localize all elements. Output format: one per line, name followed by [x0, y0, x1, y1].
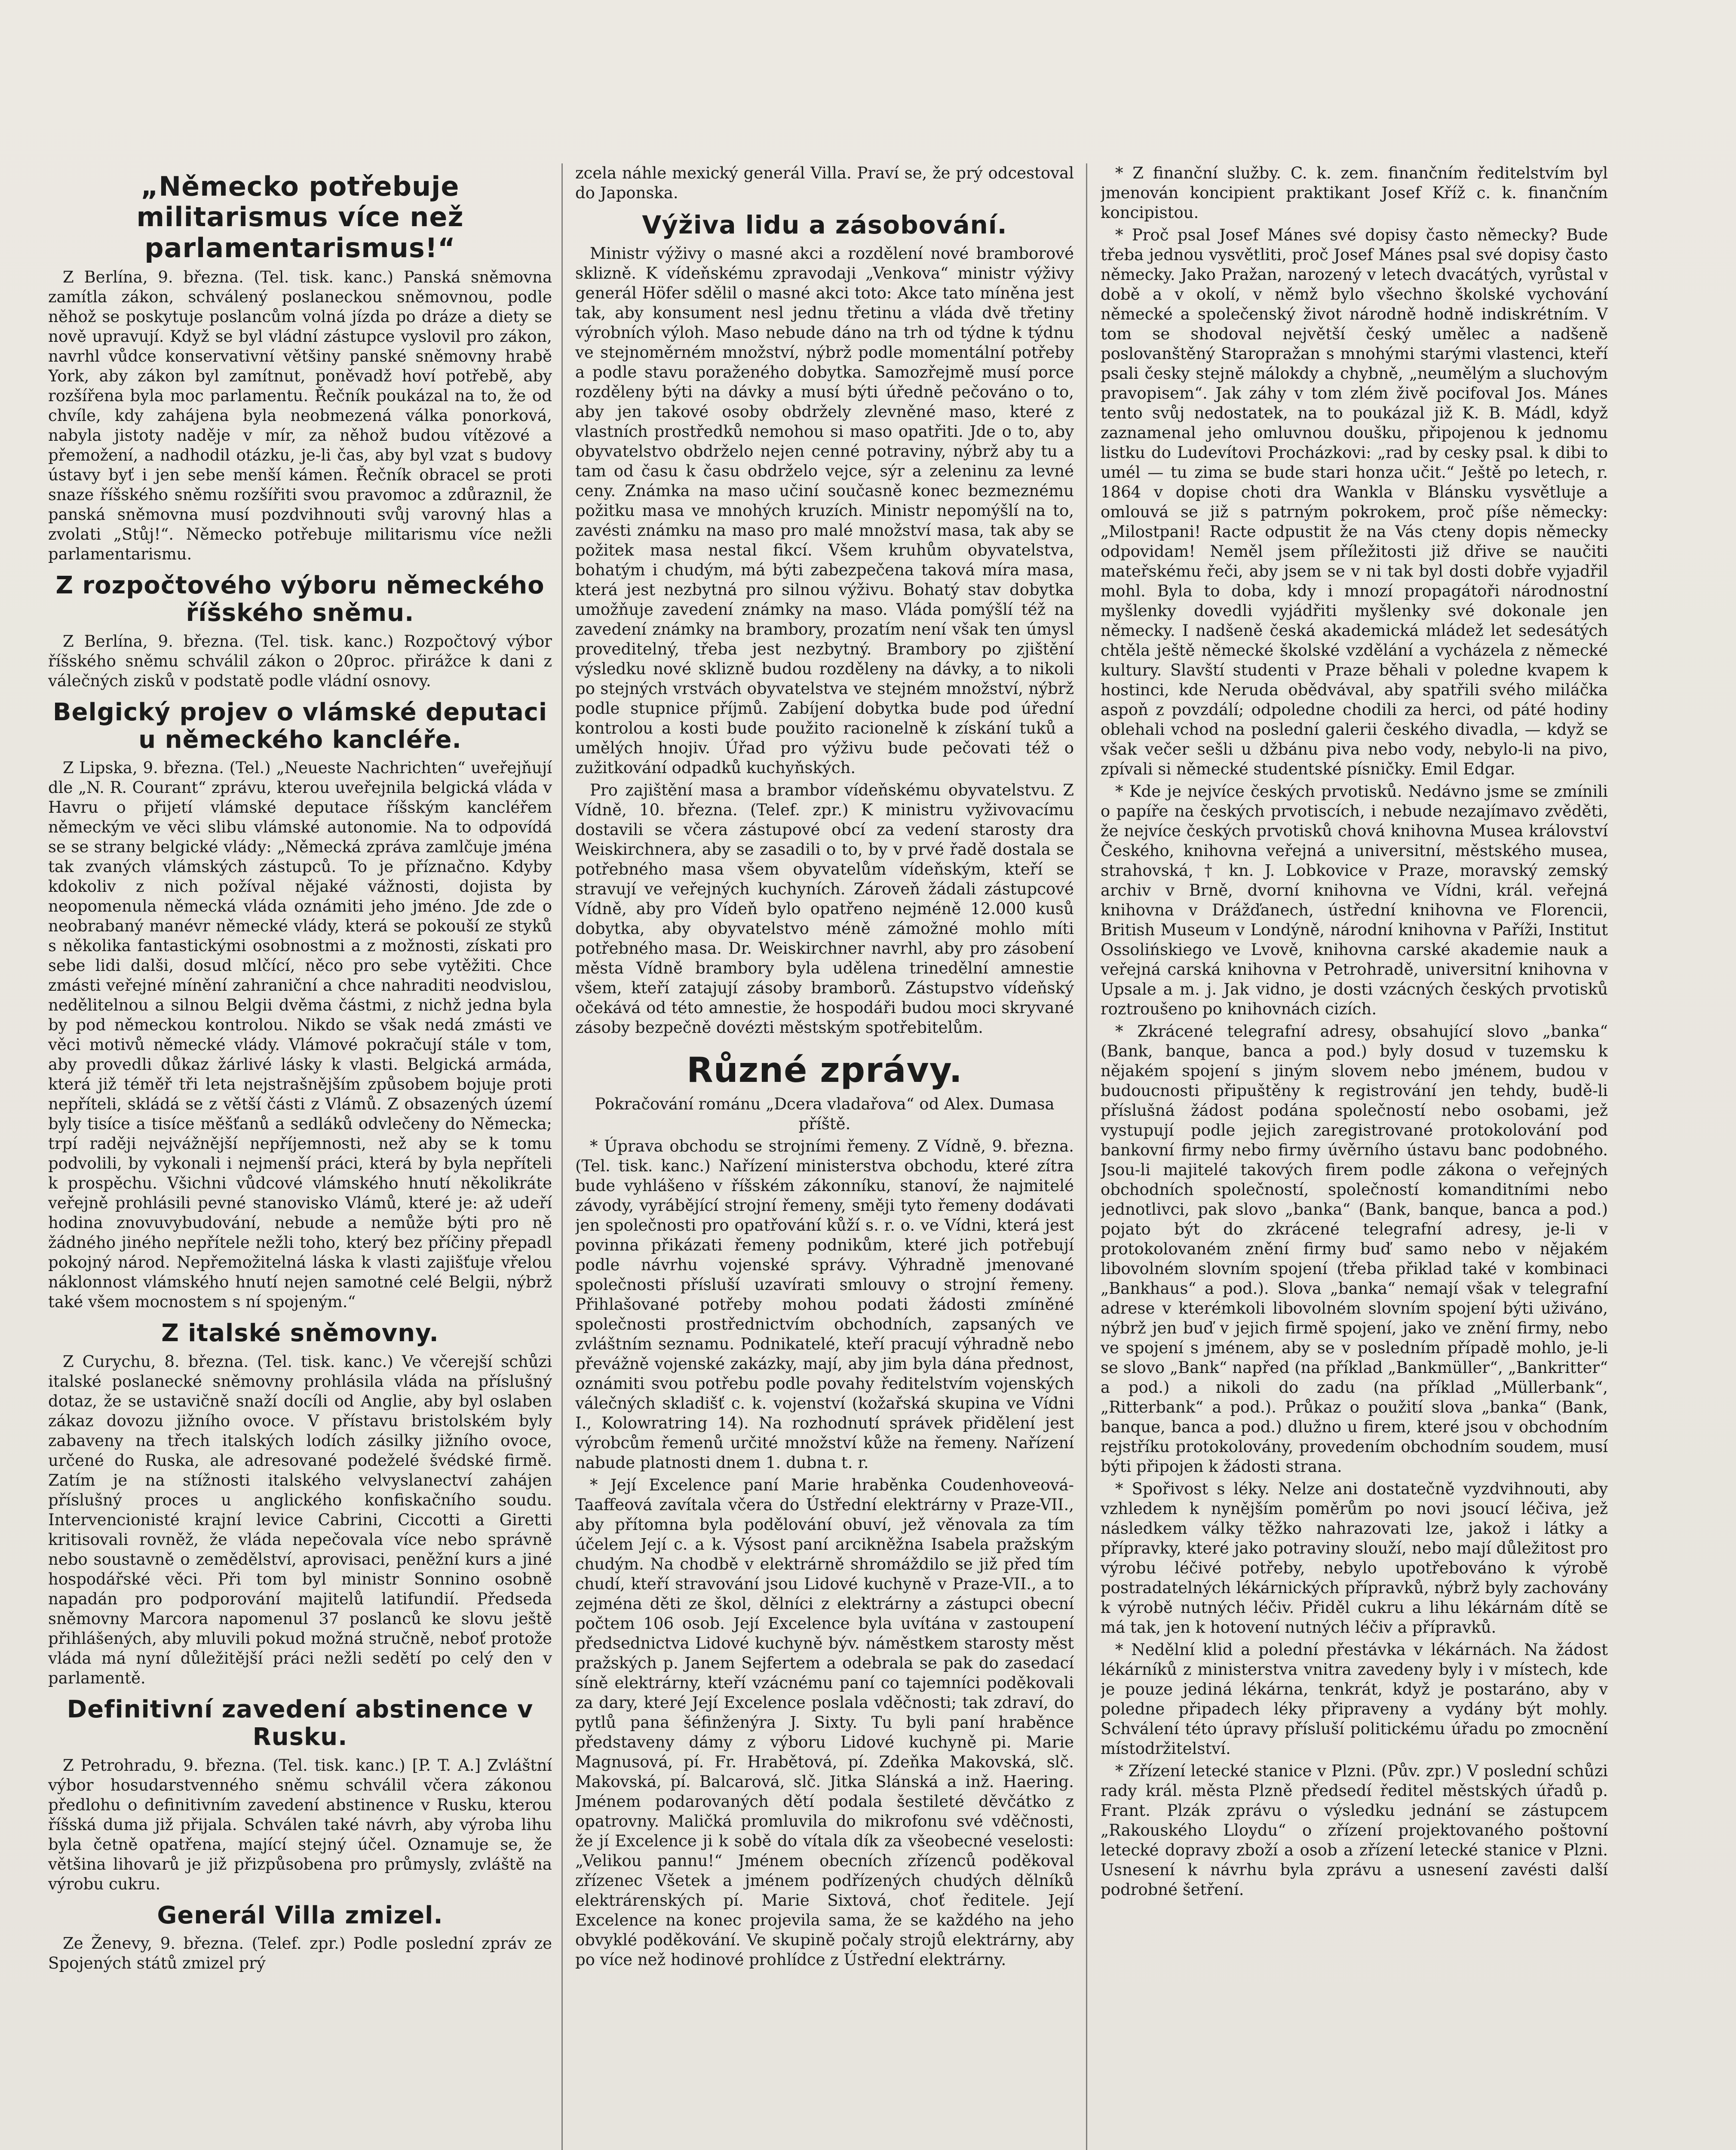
headline-italian-chamber: Z italské sněmovny.	[161, 1319, 439, 1348]
article-italian-chamber: Z Curychu, 8. března. (Tel. tisk. kanc.) Ve včerejší schůzi italské poslanecké sněmovny prohlásila vláda na příslušný dotaz, že se ustavičně snaží docíli od Anglie, aby byl oslaben zákaz dovozu jižního ovoce. V přístavu bristolském byly zabaveny na třech italských lodích zásilky jižního ovoce, určené do Ruska, ale adresované podeželé švédské firmě. Zatím je na stížnosti italského velvyslanectví zahájen příslušný proces u anglického konfiskačního soudu. Intervencionisté krajní levice Cabrini, Ciccotti a Giretti kritisovali rovněž, že vláda nepečovala více nebo správně nebo soustavně o zemědělství, aprovisaci, peněžní kurs a jiné hospodářské věci. Při tom byl ministr Sonnino osobně napadán pro podporování majitelů latifundií. Předseda sněmovny Marcora napomenul 37 poslanců ke slovu ještě přihlášených, aby mluvili pokud možná stručně, neboť protože vláda má nyní důležitější práci nežli sedětí po celý den v parlamentě.	[48, 1352, 552, 1687]
headline-villa: Generál Villa zmizel.	[157, 1901, 443, 1929]
headline-russia-abstinence: Definitivní zavedení abstinence v Rusku.	[67, 1695, 534, 1751]
article-belts: * Úprava obchodu se strojními řemeny. Z Vídně, 9. března. (Tel. tisk. kanc.) Nařízení ministerstva obchodu, které zítra bude vyhlášeno v říšském zákonníku, stanoví, že najmitelé závody, vyrábějící strojní řemeny, směji tyto řemeny dodávati jen společnosti pro opatřování kůží s. r. o. ve Vídni, která jest povinna přikázati řemeny podnikům, které jich potřebují podle návrhu vojenské správy. Výhradně jmenované společnosti přísluší uzavírati smlouvy o strojní řemeny. Přihlašované potřeby mohou podati žádosti zmíněné společnosti prostřednictvím obchodních, zapsaných ve zvláštním seznamu. Podnikatelé, kteří pracují výhradně nebo převážně vojenské zakázky, mají, aby jim byla dána přednost, oznámiti svou potřebu podle povahy ředitelstvím vojenských válečných skladišť c. k. vojenství (kožařská skupina ve Vídni I., Kolowratring 14). Na rozhodnutí správek přidělení jest výrobcům řemenů určité množství kůže na řemeny. Nařízení nabude platnosti dnem 1. dubna t. r.	[575, 1136, 1074, 1472]
article-pharmacy-rest: * Nedělní klid a polední přestávka v lékárnách. Na žádost lékárníků z ministerstva vnitra zavedeny byly i v místech, kde je pouze jediná lékárna, tenkrát, když je postaráno, aby v poledne připadech léky připraveny a vydány být mohly. Schválení této úpravy přísluší politickému úřadu po zmocnění místodržitelství.	[1101, 1640, 1608, 1758]
headline-various-news: Různé zprávy.	[687, 1050, 963, 1090]
article-telegraph: * Zkrácené telegrafní adresy, obsahující slovo „banka“ (Bank, banque, banca a pod.) byly dosud v tuzemsku k nějakém spojení s jiným slovem nebo jménem, budou v budoucnosti připuštěny k registrování jen tehdy, budě-li příslušná žádost podána společností nebo osobami, jež vystupují podle jejich zaregistrované protokolování pod bankovní firmy nebo firmy úvěrního ústavu banc podobného. Jsou-li majitelé takových firem podle zákona o veřejných obchodních společností, společností komanditními nebo jednotlivci, pak slovo „banka“ (Bank, banque, banca a pod.) pojato být do zkrácené telegrafní adresy, je-li v protokolovaném znění firmy buď samo nebo v nějakém libovolném slovním spojení (třeba přiklad také v kombinaci „Bankhaus“ a pod.). Slova „banka“ nemají však v telegrafní adrese v kterémkoli libovolném slovním spojení býti uživáno, nýbrž jen buď v jejich firmě spojení, jako ve znění firmy, nebo ve spojení s jménem, aby se v posledním případě mohlo, je-li se slovo „Bank“ napřed (na příklad „Bankmüller“, „Bankritter“ a pod.) a nikoli do zadu (na příklad „Müllerbank“, „Ritterbank“ a pod.). Průkaz o použití slova „banka“ (Bank, banque, banca a pod.) dlužno u firem, které jsou v obchodním rejstříku protokolovány, provedením obchodním soudem, musí býti připojen k žádosti strana.	[1101, 1022, 1608, 1476]
column-rule	[1086, 163, 1087, 2150]
article-manes: * Proč psal Josef Mánes své dopisy často německy? Bude třeba jednou vysvětliti, proč Josef Mánes psal své dopisy často německy. Jako Pražan, narozený v letech dvacátých, vyrůstal v době a v okolí, v němž bylo všechno školské vychování německé a společenský život národně hodně indiskrétním. V tom se shodoval největší český umělec a nadšeně poslovanštěný Staropražan s mnohými starými vlastenci, kteří psali česky stejně málokdy a chybně, „neumělým a sluchovým pravopisem“. Jak záhy v tom zlém živě pocifoval Jos. Mánes tento svůj nedostatek, na to poukázal již K. B. Mádl, když zaznamenal jeho omluvnou doušku, připojenou k jednomu listku do Ludevítovi Procházkovi: „rad by cesky psal. k dibi to umél — tu zima se bude stari honza učit.“ Ještě po letech, r. 1864 v dopise choti dra Wankla v Blánsku vysvětluje a omlouvá se již s patrným pokrokem, proč píše německy: „Milostpani! Racte odpustit že na Vás cteny dopis německy odpovidam! Neměl jsem příležitosti již dřive se naučiti mateřskému řeči, aby jsem se v ni tak byl dosti dobře vyjadřil mohl. Byla to doba, kdy i mnozí propagátoři národnostní myšlenky dovedli vyjádřiti myšlenky své dokonale jen německy. I nadšeně česká akademická mládež let sedesátých chtěla ještě německé školské vzdělání a vycházela z německé kultury. Slavští studenti v Praze běhali v poledne kvapem k hostinci, kde Neruda obědvával, aby spatřili svého miláčka aspoň z povzdálí; odpoledne chodili za herci, od páté hodiny oblehali vchod na poslední galerii českého divadla, — když se však večer sešli u džbánu piva nebo vody, nebylo-li na pivo, zpívali si německé studentské písničky. Emil Edgar.	[1101, 226, 1608, 778]
headline-food-supply: Výživa lidu a zásobování.	[642, 210, 1007, 240]
article-villa-cont: zcela náhle mexický generál Villa. Praví se, že prý odcestoval do Japonska.	[575, 164, 1074, 202]
column-2	[575, 163, 1074, 2150]
novel-notice: Pokračování románu „Dcera vladařova“ od Alex. Dumasa příště.	[595, 1094, 1055, 1133]
article-militarism: Z Berlína, 9. března. (Tel. tisk. kanc.) Panská sněmovna zamítla zákon, schválený poslaneckou sněmovnou, podle něhož se poskytuje poslancům volná jízda po dráze a diety se nově upravují. Když se byl vládní zástupce vyslovil pro zákon, navrhl vůdce konservativní většiny panské sněmovny hrabě York, aby zákon byl zamítnut, poněvadž hoví potřebě, aby rozšířena byla moc parlamentu. Řečník poukázal na to, že od chvíle, kdy zahájena byla neobmezená válka ponorková, nabyla jistoty naděje v mír, za něhož budou vítězové a přemožení, a nadhodil otázku, je-li čas, aby byl vzat s budovy ústavy byť i jen sebe menší kámen. Řečník obracel se proti snaze říšského sněmu rozšířiti svou pravomoc a zdůraznil, že panská sněmovna musí pozdvihnouti svůj varovný hlas a zvolati „Stůj!“. Německo potřebuje militarismu více nežli parlamentarismu.	[48, 267, 552, 563]
column-3	[1101, 163, 1608, 2150]
headline-budget-committee: Z rozpočtového výboru německého říšského sněmu.	[55, 571, 545, 627]
column-1	[48, 163, 552, 2150]
article-plzen-aero: * Zřízení letecké stanice v Plzni. (Pův. zpr.) V poslední schůzi rady král. města Plzně předsedí ředitel městských úřadů p. Frant. Plzák zprávu o výsledku jednání se zástupcem „Rakouského Lloydu“ o zřízení projektovaného poštovní letecké dopravy zboží a osob a zřízení letecké stanice v Plzni. Usnesení k návrhu byla zprávu a usnesení zavésti další podrobné šetření.	[1101, 1762, 1608, 1899]
article-countess: * Její Excelence paní Marie hraběnka Coudenhoveová-Taaffeová zavítala včera do Ústřední elektrárny v Praze-VII., aby přítomna byla podělování obuví, jež věnovala za tím účelem Její c. a k. Výsost paní arcikněžna Isabela pražským chudým. Na chodbě v elektrárně shromáždilo se již před tím chudí, kteří stravování jsou Lidové kuchyně v Praze-VII., a to zejména děti ze škol, dělníci z elektrárny a zástupci obecní počtem 106 osob. Její Excelence byla uvítána v zastoupení předsednictva Lidové kuchyně býv. náměstkem starosty měst pražských p. Janem Sejfertem a odebrala se pak do zasedací síně elektrárny, kteří vzácnému paní co tajemníci poděkovali za dary, které Její Excelence poslala vděčnosti; tak zdraví, do pytlů pana šéfinženýra J. Sixty. Tu byli paní hraběnce představeny dámy z výboru Lidové kuchyně pi. Marie Magnusová, pí. Fr. Hrabětová, pí. Zdeňka Makovská, slč. Makovská, pí. Balcarová, slč. Jitka Slánská a inž. Haering. Jménem podarovaných dětí podala šestileté děvčátko z opatrovny. Maličká promluvila do mikrofonu své vděčnosti, že jí Excelence ji k sobě do vítala dík za všeobecné veselosti: „Velikou pannu!“ Jménem obecních zřízenců poděkoval zřízenec Všetek a jménem podřízených chudých dělníků elektrárenských pí. Marie Sixtová, choť ředitele. Její Excelence na konec projevila sama, že se každého na jeho obvyklé poděkování. Ve skupině počaly strojů elektrárny, aby po více než hodinové prohlídce z Ústřední elektrárny.	[575, 1475, 1074, 1969]
headline-militarism: „Německo potřebuje militarismus více než parlamentarismus!“	[136, 171, 464, 264]
column-rule	[561, 163, 563, 2150]
article-budget-committee: Z Berlína, 9. března. (Tel. tisk. kanc.) Rozpočtový výbor říšského sněmu schválil zákon o 20proc. přirážce k dani z válečných zisků v podstatě podle vládní osnovy.	[48, 632, 552, 690]
article-russia-abstinence: Z Petrohradu, 9. března. (Tel. tisk. kanc.) [P. T. A.] Zvláštní výbor hosudarstvenného sněmu schválil včera zákonou předlohu o definitivním zavedení abstinence v Rusku, kterou říšská duma již přijala. Schválen také návrh, aby výroba lihu byla četně opatřena, mající stejný účel. Oznamuje se, že většina lihovarů je již přizpůsobena pro průmysly, zvláště na výrobu cukru.	[48, 1756, 552, 1893]
article-meat-action: Ministr výživy o masné akci a rozdělení nové bramborové sklizně. K vídeňskému zpravodaji „Venkova“ ministr výživy generál Höfer sdělil o masné akci toto: Akce tato míněna jest tak, aby konsument nesl jednu třetinu a vláda dvě třetiny výrobních výloh. Maso nebude dáno na trh od týdne k týdnu ve stejnoměrném množství, nýbrž podle momentální potřeby a podle stavu poraženého dobytka. Samozřejmě musí porce rozděleny býti na dávky a musí býti úředně pečováno o to, aby jen takové osoby obdržely zlevněné maso, které z vlastních prostředků nemohou si maso opatřiti. Jde o to, aby obyvatelstvo obdrželo nejen cenné potraviny, nýbrž aby tu a tam od času k času obdrželo vejce, sýr a zeleninu za levné ceny. Známka na maso učiní současně konec bezmeznému požitku masa ve mnohých kruzích. Ministr nepomýšlí na to, zavésti známku na maso pro malé množství masa, tak aby se požitek masa nestal fikcí. Všem kruhům obyvatelstva, bohatým i chudým, má býti zabezpečena taková míra masa, která jest nezbytná pro silnou výživu. Bohatý stav dobytka umožňuje zavedení známky na maso. Vláda pomýšlí též na zavedení známky na brambory, prozatím není však ten úmysl proveditelný, třeba jest nezbytný. Brambory po zjištění výsledku nové sklizně budou rozděleny na dávky, a to nikoli po stejných vrstvách obyvatelstva ve stejném množství, nýbrž podle stupnice příjmů. Zabíjení dobytka bude pod úřední kontrolou a kosti bude použito racionelně k získání tuků a umělých hnojiv. Úřad pro výživu bude pečovati též o zužitkování odpadků kuchyňských.	[575, 244, 1074, 777]
article-incunabula: * Kde je nejvíce českých prvotisků. Nedávno jsme se zmínili o papíře na českých prvotiscích, i nebude nezajímavo zvěděti, že nejvíce českých prvotisků chová knihovna Musea království Českého, knihovna veřejná a universitní, městského musea, strahovská, † kn. J. Lobkovice v Praze, moravský zemský archiv v Brně, dvorní knihovna ve Vídni, král. veřejná knihovna v Drážďanech, ústřední knihovna ve Florencii, British Museum v Londýně, národní knihovna v Paříži, Institut Ossolińskiego ve Lvově, knihovna carské akademie nauk a veřejná carská knihovna v Petrohradě, universitní knihovna v Upsale a m. j. Jak vidno, je dosti vzácných českých prvotisků roztroušeno po knihovnách cizích.	[1101, 782, 1608, 1018]
article-villa: Ze Ženevy, 9. března. (Telef. zpr.) Podle poslední zpráv ze Spojených států zmizel prý	[48, 1934, 552, 1973]
article-finance-service: * Z finanční služby. C. k. zem. finančním ředitelstvím byl jmenován koncipient praktikant Josef Kříž c. k. finančním koncipistou.	[1101, 164, 1608, 222]
article-belgian-statement: Z Lipska, 9. března. (Tel.) „Neueste Nachrichten“ uveřejňují dle „N. R. Courant“ zprávu, kterou uveřejnila belgická vláda v Havru o přijetí vlámské deputace říšským kancléřem německým ve věci slibu vlámské autonomie. Na to odpovídá se se strany belgické vlády: „Německá zpráva zamlčuje jména tak zvaných vlámských zástupců. To je příznačno. Kdyby kdokoliv z nich požíval nějaké vážnosti, dojista by neopomenula německá vláda oznámiti jeho jméno. Jde zde o neobrabaný manévr německé vlády, která se pokouší ze styků s několika fantastickými osobnostmi a z možnosti, získati pro sebe lidi dalši, dosud mlčící, něco pro sebe vytěžiti. Chce zmásti veřejné mínění zahraniční a chce nahraditi neodvislou, nedělitelnou a silnou Belgii dvěma částmi, z nichž jedna byla by pod německou kontrolou. Nikdo se však nedá zmásti ve věci motivů německé vlády. Vlámové pokračují stále v tom, aby provedli důkaz žárlivé lásky k vlasti. Belgická armáda, která již téměř tři leta nejstrašnějším způsobem bojuje proti nepříteli, skládá se z větší části z Vlámů. Z obsazených území byly tisíce a tisíce měšťanů a sedláků odvlečeny do Německa; trpí raději nejvážnější nepříjemnosti, než aby se k tomu podvolili, by vykonali i nejmenší práci, která by byla nepříteli k prospěchu. Všichni vůdcové vlámského hnutí několikráte veřejně prohlásili pevné stanovisko Vlámů, které je: až udeří hodina znovuvybudování, nebude a nemůže býti pro ně žádného jiného nepřítele nežli toho, který bez příčiny přepadl pokojný národ. Nepřemožitelná láska k vlasti zajišťuje vřelou náklonnost vlámského hnutí nejen samotné celé Belgii, nýbrž také všem mocnostem s ní spojeným.“	[48, 759, 552, 1312]
article-medicines: * Spořivost s léky. Nelze ani dostatečně vyzdvihnouti, aby vzhledem k nynějším poměrům po novi jsoucí léčiva, jež následkem války těžko nahrazovati lze, jakož i látky a přípravky, které jako potraviny slouží, nebo mají důležitost pro výrobu léčivé potřeby, nebylo upotřebováno k výrobě postradatelných lékárnických přípravků, nýbrž byly zachovány k výrobě nutných léčiv. Přiděl cukru a lihu lékárnám dítě se má tak, jen k hotovení nutných léčiv a přípravků.	[1101, 1480, 1608, 1637]
headline-belgian-statement: Belgický projev o vlámské deputaci u německého kancléře.	[52, 698, 548, 754]
article-vienna-supply: Pro zajištění masa a brambor vídeňskému obyvatelstvu. Z Vídně, 10. března. (Telef. zpr.) K ministru vyživovacímu dostavili se včera zástupové obcí za vedení starosty dra Weiskirchnera, aby se zasadili o to, by v prvé řadě dostala se potřebného masa všem obyvatelům vídeňským, kteří se stravují ve veřejných kuchyních. Zároveň žádali zástupcové Vídně, aby pro Vídeň bylo opatřeno nejméně 12.000 kusů dobytka, aby obyvatelstvo méně zámožné mohlo míti potřebného masa. Dr. Weiskirchner navrhl, aby pro zásobení města Vídně brambory byla udělena trinedělní amnestie všem, kteří zatajují zásoby bramborů. Zástupstvo vídeňský očekává od této amnestie, že hospodáři budou moci skryvané zásoby bezpečně dovézti městským spotřebitelům.	[575, 780, 1074, 1037]
